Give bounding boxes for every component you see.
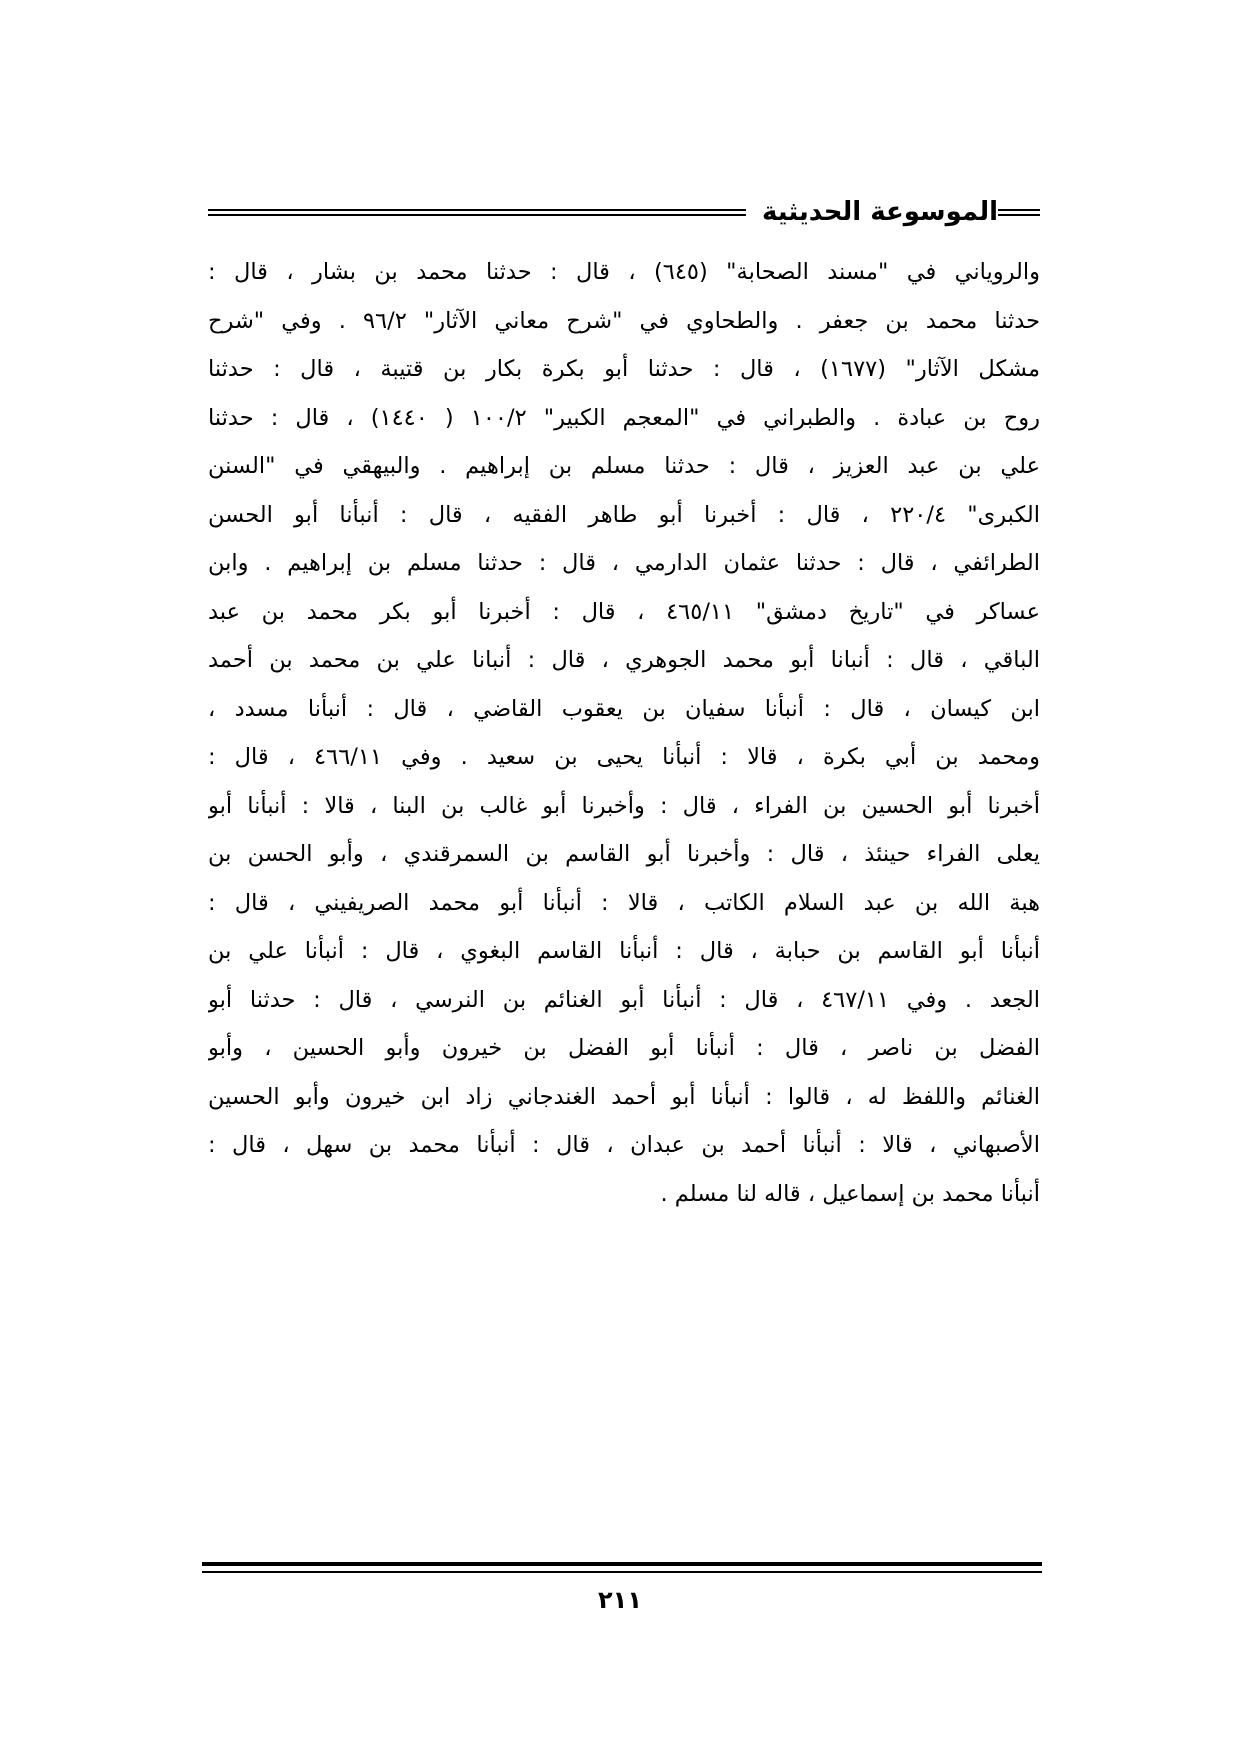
header-short-rule	[998, 209, 1040, 216]
text-line-last: أنبأنا محمد بن إسماعيل ، قاله لنا مسلم .	[660, 1180, 1040, 1207]
body-text	[208, 248, 1040, 1218]
text-line: حدثنا محمد بن جعفر . والطحاوي في "شرح معاني الآثار" ٩٦/٢ . وفي "شرح	[208, 307, 1040, 334]
text-line: والروياني في "مسند الصحابة" (٦٤٥) ، قال : حدثنا محمد بن بشار ، قال :	[208, 259, 1040, 285]
header-title: الموسوعة الحديثية	[761, 197, 998, 227]
text-line: الغنائم واللفظ له ، قالوا : أنبأنا أبو أحمد الغندجاني زاد ابن خيرون وأبو الحسين	[208, 1083, 1040, 1110]
text-line: الأصبهاني ، قالا : أنبأنا أحمد بن عبدان ، قال : أنبأنا محمد بن سهل ، قال :	[208, 1132, 1040, 1158]
text-line: الباقي ، قال : أنبانا أبو محمد الجوهري ، قال : أنبانا علي بن محمد بن أحمد	[208, 647, 1040, 673]
page-header	[208, 190, 1040, 234]
text-line: الكبرى" ٢٢٠/٤ ، قال : أخبرنا أبو طاهر الفقيه ، قال : أنبأنا أبو الحسن	[208, 501, 1040, 528]
text-line: عساكر في "تاريخ دمشق" ٤٦٥/١١ ، قال : أخبرنا أبو بكر محمد بن عبد	[208, 598, 1040, 625]
text-line: أخبرنا أبو الحسين بن الفراء ، قال : وأخبرنا أبو غالب بن البنا ، قالا : أنبأنا أبو	[208, 792, 1040, 819]
text-line: هبة الله بن عبد السلام الكاتب ، قالا : أنبأنا أبو محمد الصريفيني ، قال :	[208, 889, 1040, 916]
text-line: الجعد . وفي ٤٦٧/١١ ، قال : أنبأنا أبو الغنائم بن النرسي ، قال : حدثنا أبو	[208, 986, 1040, 1013]
text-line: روح بن عبادة . والطبراني في "المعجم الكبير" ١٠٠/٢ ( ١٤٤٠) ، قال : حدثنا	[208, 404, 1040, 431]
text-line: يعلى الفراء حينئذ ، قال : وأخبرنا أبو القاسم بن السمرقندي ، وأبو الحسن بن	[208, 841, 1040, 867]
header-long-rule	[208, 209, 746, 216]
text-line: مشكل الآثار" (١٦٧٧) ، قال : حدثنا أبو بكرة بكار بن قتيبة ، قال : حدثنا	[208, 356, 1040, 382]
text-line: أنبأنا أبو القاسم بن حبابة ، قال : أنبأنا القاسم البغوي ، قال : أنبأنا علي بن	[208, 938, 1040, 964]
text-line: ومحمد بن أبي بكرة ، قالا : أنبأنا يحيى بن سعيد . وفي ٤٦٦/١١ ، قال :	[208, 744, 1040, 770]
footer-rule	[202, 1562, 1042, 1573]
text-line: الفضل بن ناصر ، قال : أنبأنا أبو الفضل بن خيرون وأبو الحسين ، وأبو	[208, 1035, 1040, 1061]
text-line: ابن كيسان ، قال : أنبأنا سفيان بن يعقوب القاضي ، قال : أنبأنا مسدد ،	[208, 695, 1040, 722]
page-number: ٢١١	[598, 1586, 642, 1614]
text-line: علي بن عبد العزيز ، قال : حدثنا مسلم بن إبراهيم . والبيهقي في "السنن	[208, 453, 1040, 479]
text-line: الطرائفي ، قال : حدثنا عثمان الدارمي ، قال : حدثنا مسلم بن إبراهيم . وابن	[208, 550, 1040, 576]
